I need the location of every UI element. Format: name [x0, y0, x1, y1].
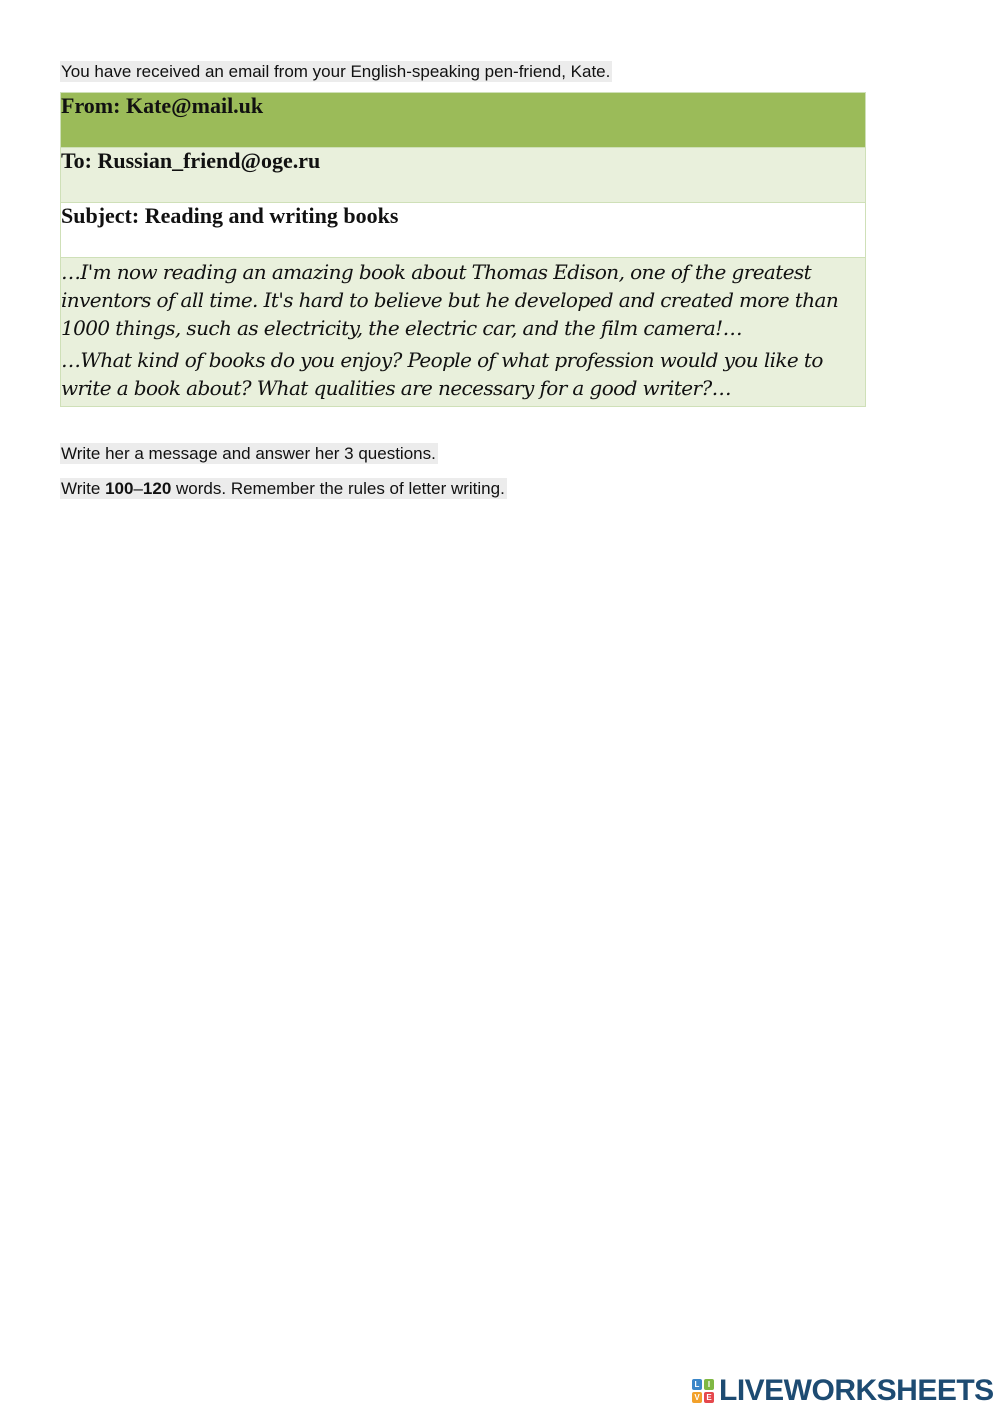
brand-name: LIVEWORKSHEETS: [719, 1374, 994, 1407]
word-count-max: 120: [142, 479, 172, 498]
email-from-row: [61, 93, 866, 148]
liveworksheets-logo-icon: [692, 1379, 714, 1403]
word-count-suffix: words. Remember the rules of letter writing.: [171, 479, 505, 498]
email-paragraph-1: …I'm now reading an amazing book about Thomas Edison, one of the greatest inventors of all time. It's hard to believe but he developed and created more than 1000 things, such as electricity, the electric car, and the film camera!…: [61, 260, 839, 340]
email-paragraph-2: …What kind of books do you enjoy? People of what profession would you like to write a book about? What qualities are necessary for a good writer?…: [61, 348, 823, 400]
logo-tile-e: E: [704, 1392, 714, 1403]
email-body: [61, 258, 866, 407]
logo-tile-v: V: [692, 1392, 702, 1403]
instruction-word-count: [60, 478, 507, 499]
email-card: [60, 92, 866, 407]
email-subject: Subject: Reading and writing books: [61, 203, 866, 258]
email-to-row: [61, 148, 866, 203]
task-intro: You have received an email from your English-speaking pen-friend, Kate.: [61, 62, 611, 81]
logo-tile-i: I: [704, 1379, 714, 1390]
logo-tile-l: L: [692, 1379, 702, 1390]
email-body-row: [61, 258, 866, 407]
liveworksheets-brand: [692, 1374, 994, 1408]
word-count-prefix: Write: [61, 479, 106, 498]
word-count-dash: –: [133, 479, 143, 498]
email-subject-row: [61, 203, 866, 258]
email-from: From: Kate@mail.uk: [61, 93, 866, 148]
instruction-answer: Write her a message and answer her 3 questions.: [61, 444, 436, 463]
word-count-min: 100: [105, 479, 134, 498]
email-to: To: Russian_friend@oge.ru: [61, 148, 866, 203]
